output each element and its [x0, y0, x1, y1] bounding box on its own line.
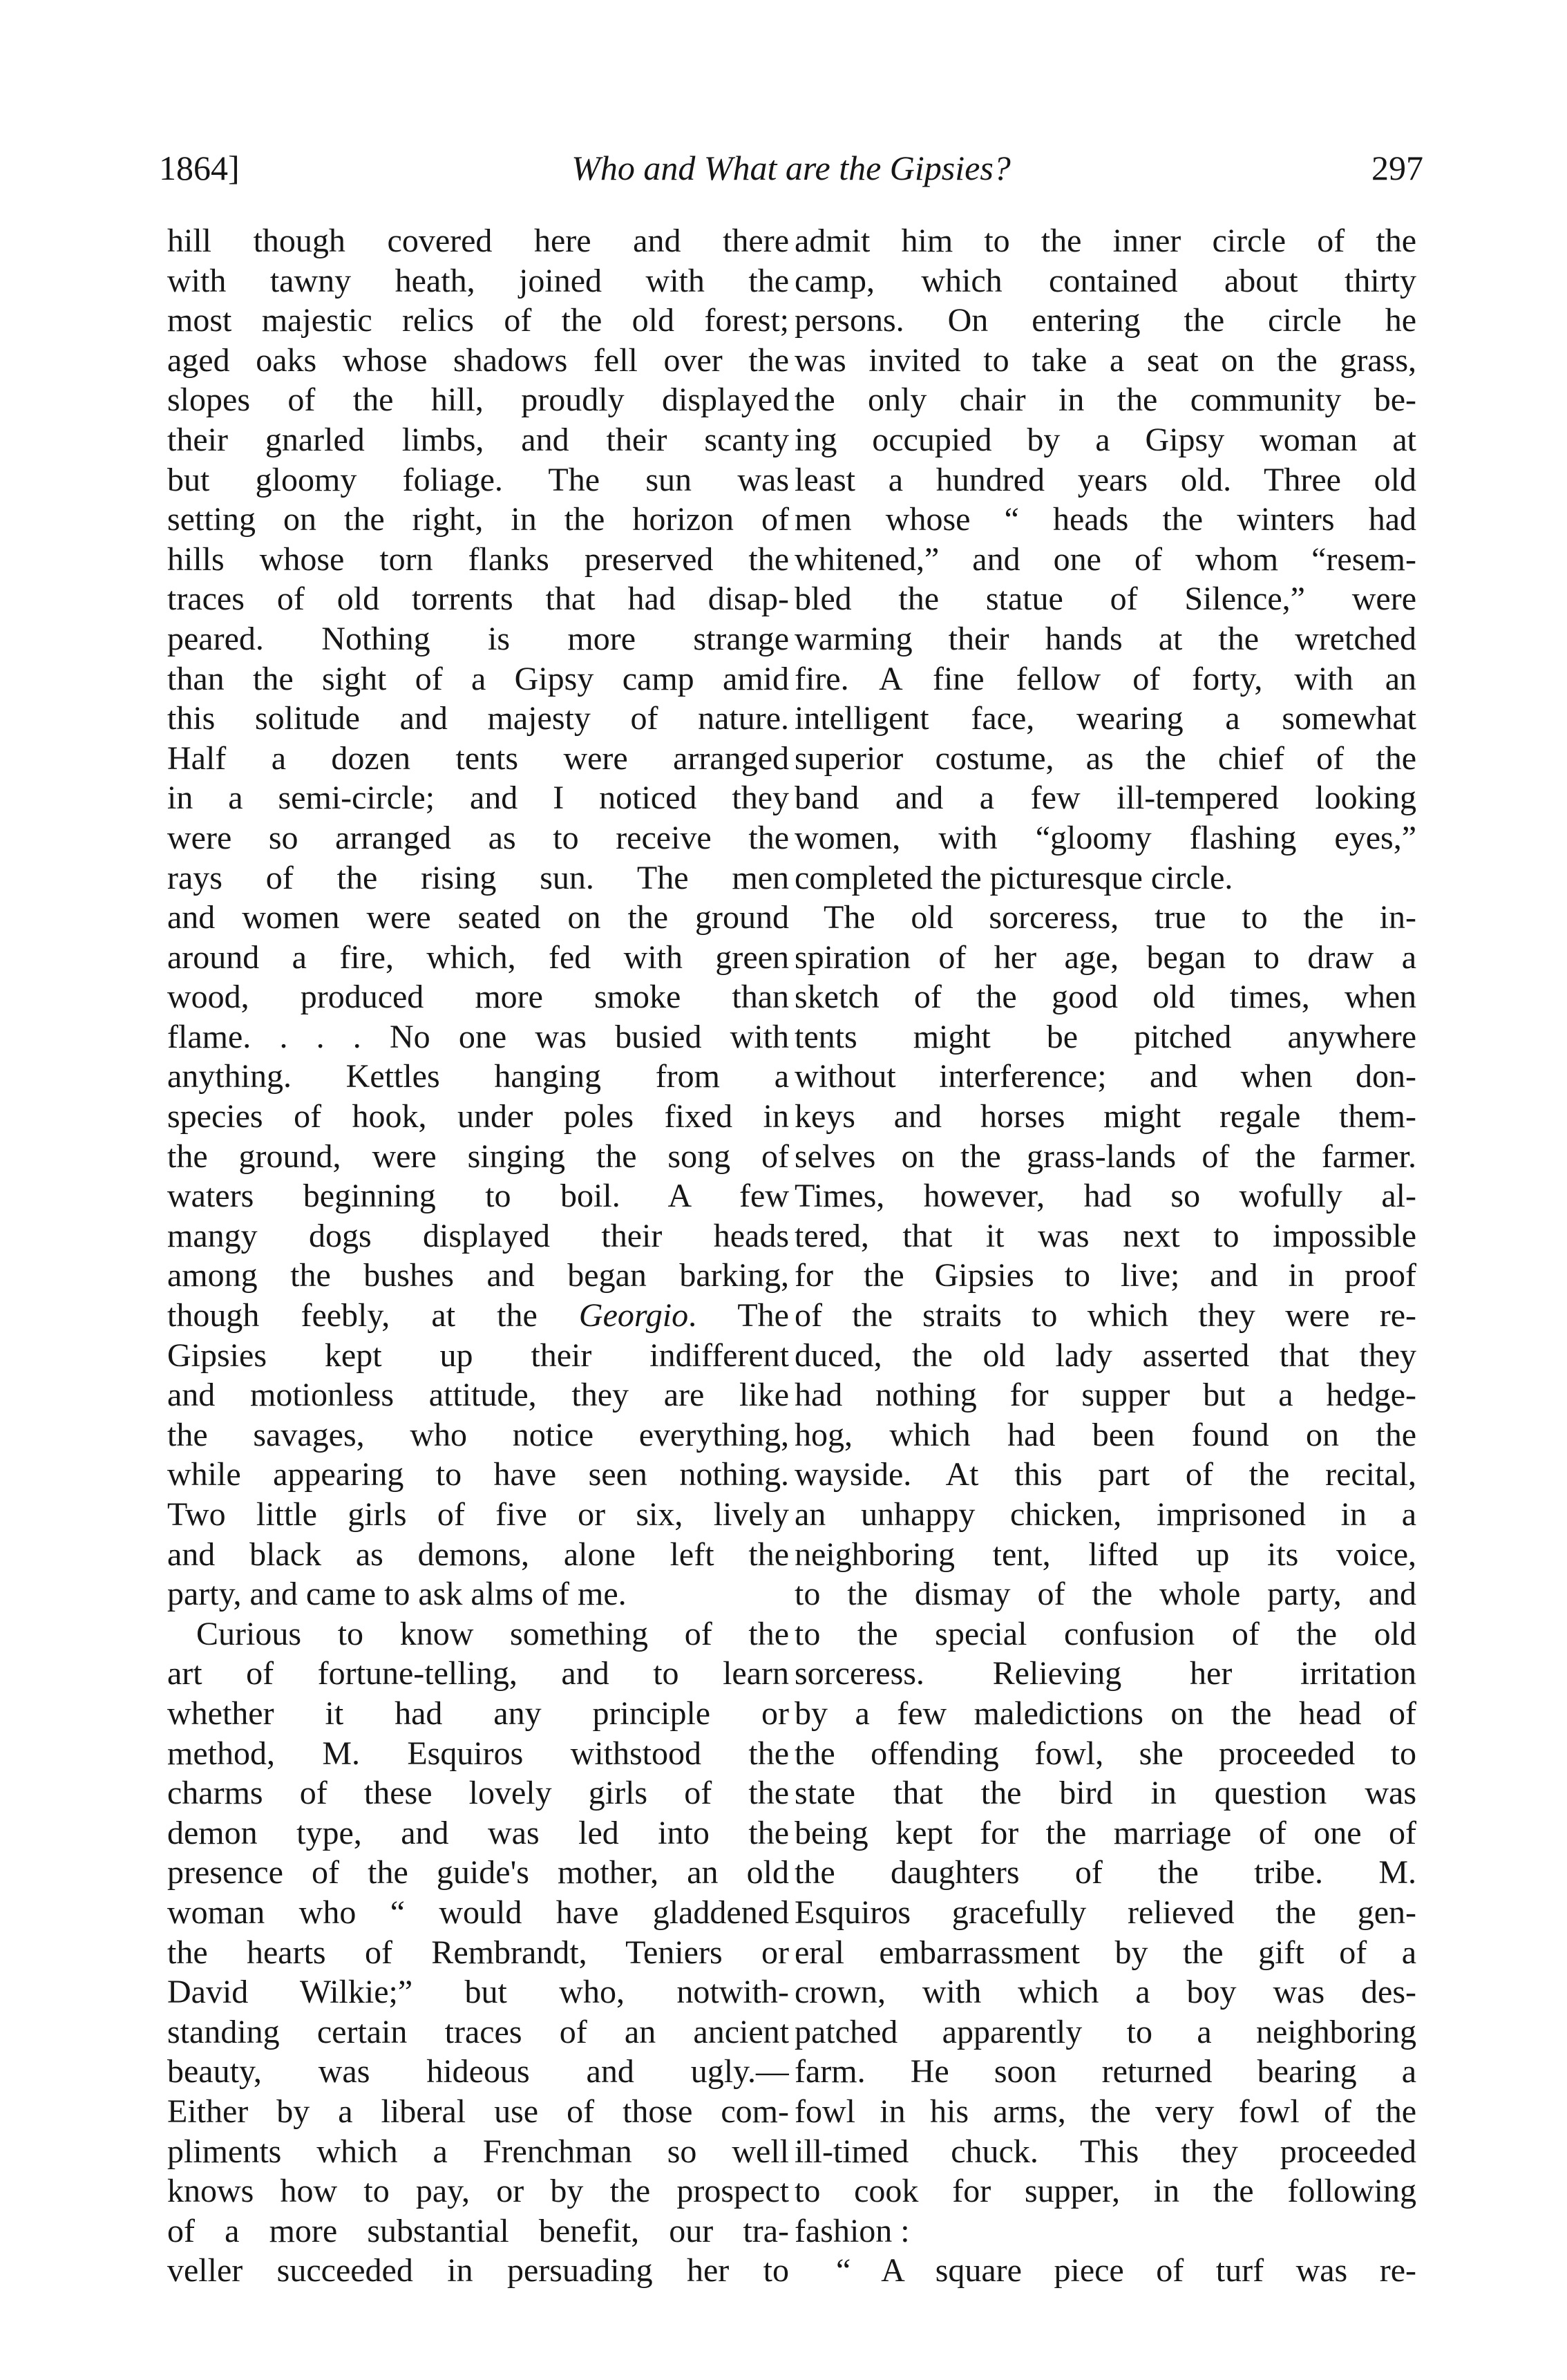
right-column [795, 221, 1416, 2291]
text-line: method, M. Esquiros withstood the [167, 1735, 789, 1772]
text-line: band and a few ill-tempered looking [795, 780, 1416, 817]
text-line: of the straits to which they were re- [795, 1297, 1416, 1334]
text-line: the daughters of the tribe. M. [795, 1854, 1416, 1891]
text-line: keys and horses might regale them- [795, 1098, 1416, 1135]
text-line: the hearts of Rembrandt, Teniers or [167, 1934, 789, 1971]
text-line: woman who “ would have gladdened [167, 1893, 789, 1931]
text-line: was invited to take a seat on the grass, [795, 341, 1416, 379]
text-line: wayside. At this part of the recital, [795, 1456, 1416, 1493]
page-number: 297 [1371, 149, 1423, 187]
text-line: species of hook, under poles fixed in [167, 1098, 789, 1135]
text-line: fowl in his arms, the very fowl of the [795, 2093, 1416, 2130]
text-line: and women were seated on the ground [167, 899, 789, 936]
text-line: women, with “gloomy flashing eyes,” [795, 819, 1416, 856]
paragraph-start: Curious to know something of the [196, 1615, 789, 1652]
text-line: to the dismay of the whole party, and [795, 1576, 1416, 1613]
text-line: intelligent face, wearing a somewhat [795, 700, 1416, 737]
text-line: the offending fowl, she proceeded to [795, 1735, 1416, 1772]
text-line: without interference; and when don- [795, 1058, 1416, 1095]
text-line: and black as demons, alone left the [167, 1536, 789, 1573]
text-line: but gloomy foliage. The sun was [167, 461, 789, 498]
header-year: 1864] [159, 149, 240, 187]
text-line: standing certain traces of an ancient [167, 2013, 789, 2050]
text-line: being kept for the marriage of one of [795, 1814, 1416, 1851]
text-line: crown, with which a boy was des- [795, 1974, 1416, 2011]
text-line: admit him to the inner circle of the [795, 223, 1416, 259]
text-line: this solitude and majesty of nature. [167, 700, 789, 737]
text-line: least a hundred years old. Three old [795, 461, 1416, 498]
text-line: had nothing for supper but a hedge- [795, 1377, 1416, 1414]
text-line: bled the statue of Silence,” were [795, 580, 1416, 618]
text-line: anything. Kettles hanging from a [167, 1058, 789, 1095]
text-line: patched apparently to a neighboring [795, 2013, 1416, 2050]
text-line: state that the bird in question was [795, 1775, 1416, 1812]
text-line: while appearing to have seen nothing. [167, 1456, 789, 1493]
text-line: persons. On entering the circle he [795, 302, 1416, 339]
text-line: whether it had any principle or [167, 1694, 789, 1732]
text-line: to cook for supper, in the following [795, 2173, 1416, 2210]
text-line: waters beginning to boil. A few [167, 1178, 789, 1215]
text-line: peared. Nothing is more strange [167, 620, 789, 657]
text-line: fashion : [795, 2212, 910, 2249]
text-line: wood, produced more smoke than [167, 979, 789, 1016]
text-line: beauty, was hideous and ugly.— [167, 2053, 789, 2090]
text-line: Gipsies kept up their indifferent [167, 1337, 789, 1374]
paragraph-start: “ A square piece of turf was re- [836, 2252, 1416, 2289]
text-line: flame. . . . No one was busied with [167, 1018, 789, 1055]
text-line: ill-timed chuck. This they proceeded [795, 2133, 1416, 2170]
text-line: pliments which a Frenchman so well [167, 2133, 789, 2170]
text-line: setting on the right, in the horizon of [167, 501, 789, 538]
text-line: ing occupied by a Gipsy woman at [795, 421, 1416, 458]
text-line: aged oaks whose shadows fell over the [167, 341, 789, 379]
text-line: than the sight of a Gipsy camp amid [167, 660, 789, 697]
text-line: the only chair in the community be- [795, 381, 1416, 419]
paragraph-start: The old sorceress, true to the in- [824, 899, 1416, 936]
running-header [159, 144, 1423, 192]
text-line: their gnarled limbs, and their scanty [167, 421, 789, 458]
text-line: Esquiros gracefully relieved the gen- [795, 1893, 1416, 1931]
text-line: charms of these lovely girls of the [167, 1775, 789, 1812]
text-line: farm. He soon returned bearing a [795, 2053, 1416, 2090]
text-line: mangy dogs displayed their heads [167, 1217, 789, 1254]
text-line: whitened,” and one of whom “resem- [795, 540, 1416, 578]
text-line: sketch of the good old times, when [795, 979, 1416, 1016]
text-line: rays of the rising sun. The men [167, 859, 789, 896]
text-line: the savages, who notice everything, [167, 1416, 789, 1453]
text-line: hog, which had been found on the [795, 1416, 1416, 1453]
italic-word: Georgio [578, 1297, 689, 1334]
text-line: completed the picturesque circle. [795, 859, 1233, 896]
text-line: traces of old torrents that had disap- [167, 580, 789, 618]
text-line: with tawny heath, joined with the [167, 262, 789, 299]
text-line: sorceress. Relieving her irritation [795, 1655, 1416, 1692]
text-line: presence of the guide's mother, an old [167, 1854, 789, 1891]
text-line: slopes of the hill, proudly displayed [167, 381, 789, 419]
text-line: neighboring tent, lifted up its voice, [795, 1536, 1416, 1573]
text-line: warming their hands at the wretched [795, 620, 1416, 657]
text-line: around a fire, which, fed with green [167, 938, 789, 976]
text-line: of a more substantial benefit, our tra- [167, 2212, 789, 2249]
text-line: knows how to pay, or by the prospect [167, 2173, 789, 2210]
text-line: demon type, and was led into the [167, 1814, 789, 1851]
text-line: most majestic relics of the old forest; [167, 302, 789, 339]
text-line: Times, however, had so wofully al- [795, 1178, 1416, 1215]
text-line: by a few maledictions on the head of [795, 1694, 1416, 1732]
header-title: Who and What are the Gipsies? [571, 149, 1011, 187]
text-line: hill though covered here and there [167, 223, 789, 259]
text-line: an unhappy chicken, imprisoned in a [795, 1496, 1416, 1533]
text-line: tents might be pitched anywhere [795, 1018, 1416, 1055]
text-line: superior costume, as the chief of the [795, 739, 1416, 777]
text-line: David Wilkie;” but who, notwith- [167, 1974, 789, 2011]
text-line: spiration of her age, began to draw a [795, 938, 1416, 976]
text-line: the ground, were singing the song of [167, 1137, 789, 1175]
text-line: among the bushes and began barking, [167, 1257, 789, 1294]
text-line: eral embarrassment by the gift of a [795, 1934, 1416, 1971]
text-line: fire. A fine fellow of forty, with an [795, 660, 1416, 697]
text-line: hills whose torn flanks preserved the [167, 540, 789, 578]
text-line: and motionless attitude, they are like [167, 1377, 789, 1414]
text-line: veller succeeded in persuading her to [167, 2252, 789, 2289]
left-column [167, 221, 789, 2291]
text-line-italic-georgio: though feebly, at the Georgio. The [167, 1297, 789, 1334]
text-line: men whose “ heads the winters had [795, 501, 1416, 538]
text-line: in a semi-circle; and I noticed they [167, 780, 789, 817]
text-line: art of fortune-telling, and to learn [167, 1655, 789, 1692]
text-line: party, and came to ask alms of me. [167, 1576, 627, 1613]
text-line: to the special confusion of the old [795, 1615, 1416, 1652]
text-line: Either by a liberal use of those com- [167, 2093, 789, 2130]
text-line: duced, the old lady asserted that they [795, 1337, 1416, 1374]
text-line: selves on the grass-lands of the farmer. [795, 1137, 1416, 1175]
text-line: Two little girls of five or six, lively [167, 1496, 789, 1533]
text-line: Half a dozen tents were arranged [167, 739, 789, 777]
text-line: for the Gipsies to live; and in proof [795, 1257, 1416, 1294]
text-line: tered, that it was next to impossible [795, 1217, 1416, 1254]
text-line: camp, which contained about thirty [795, 262, 1416, 299]
text-line: were so arranged as to receive the [167, 819, 789, 856]
